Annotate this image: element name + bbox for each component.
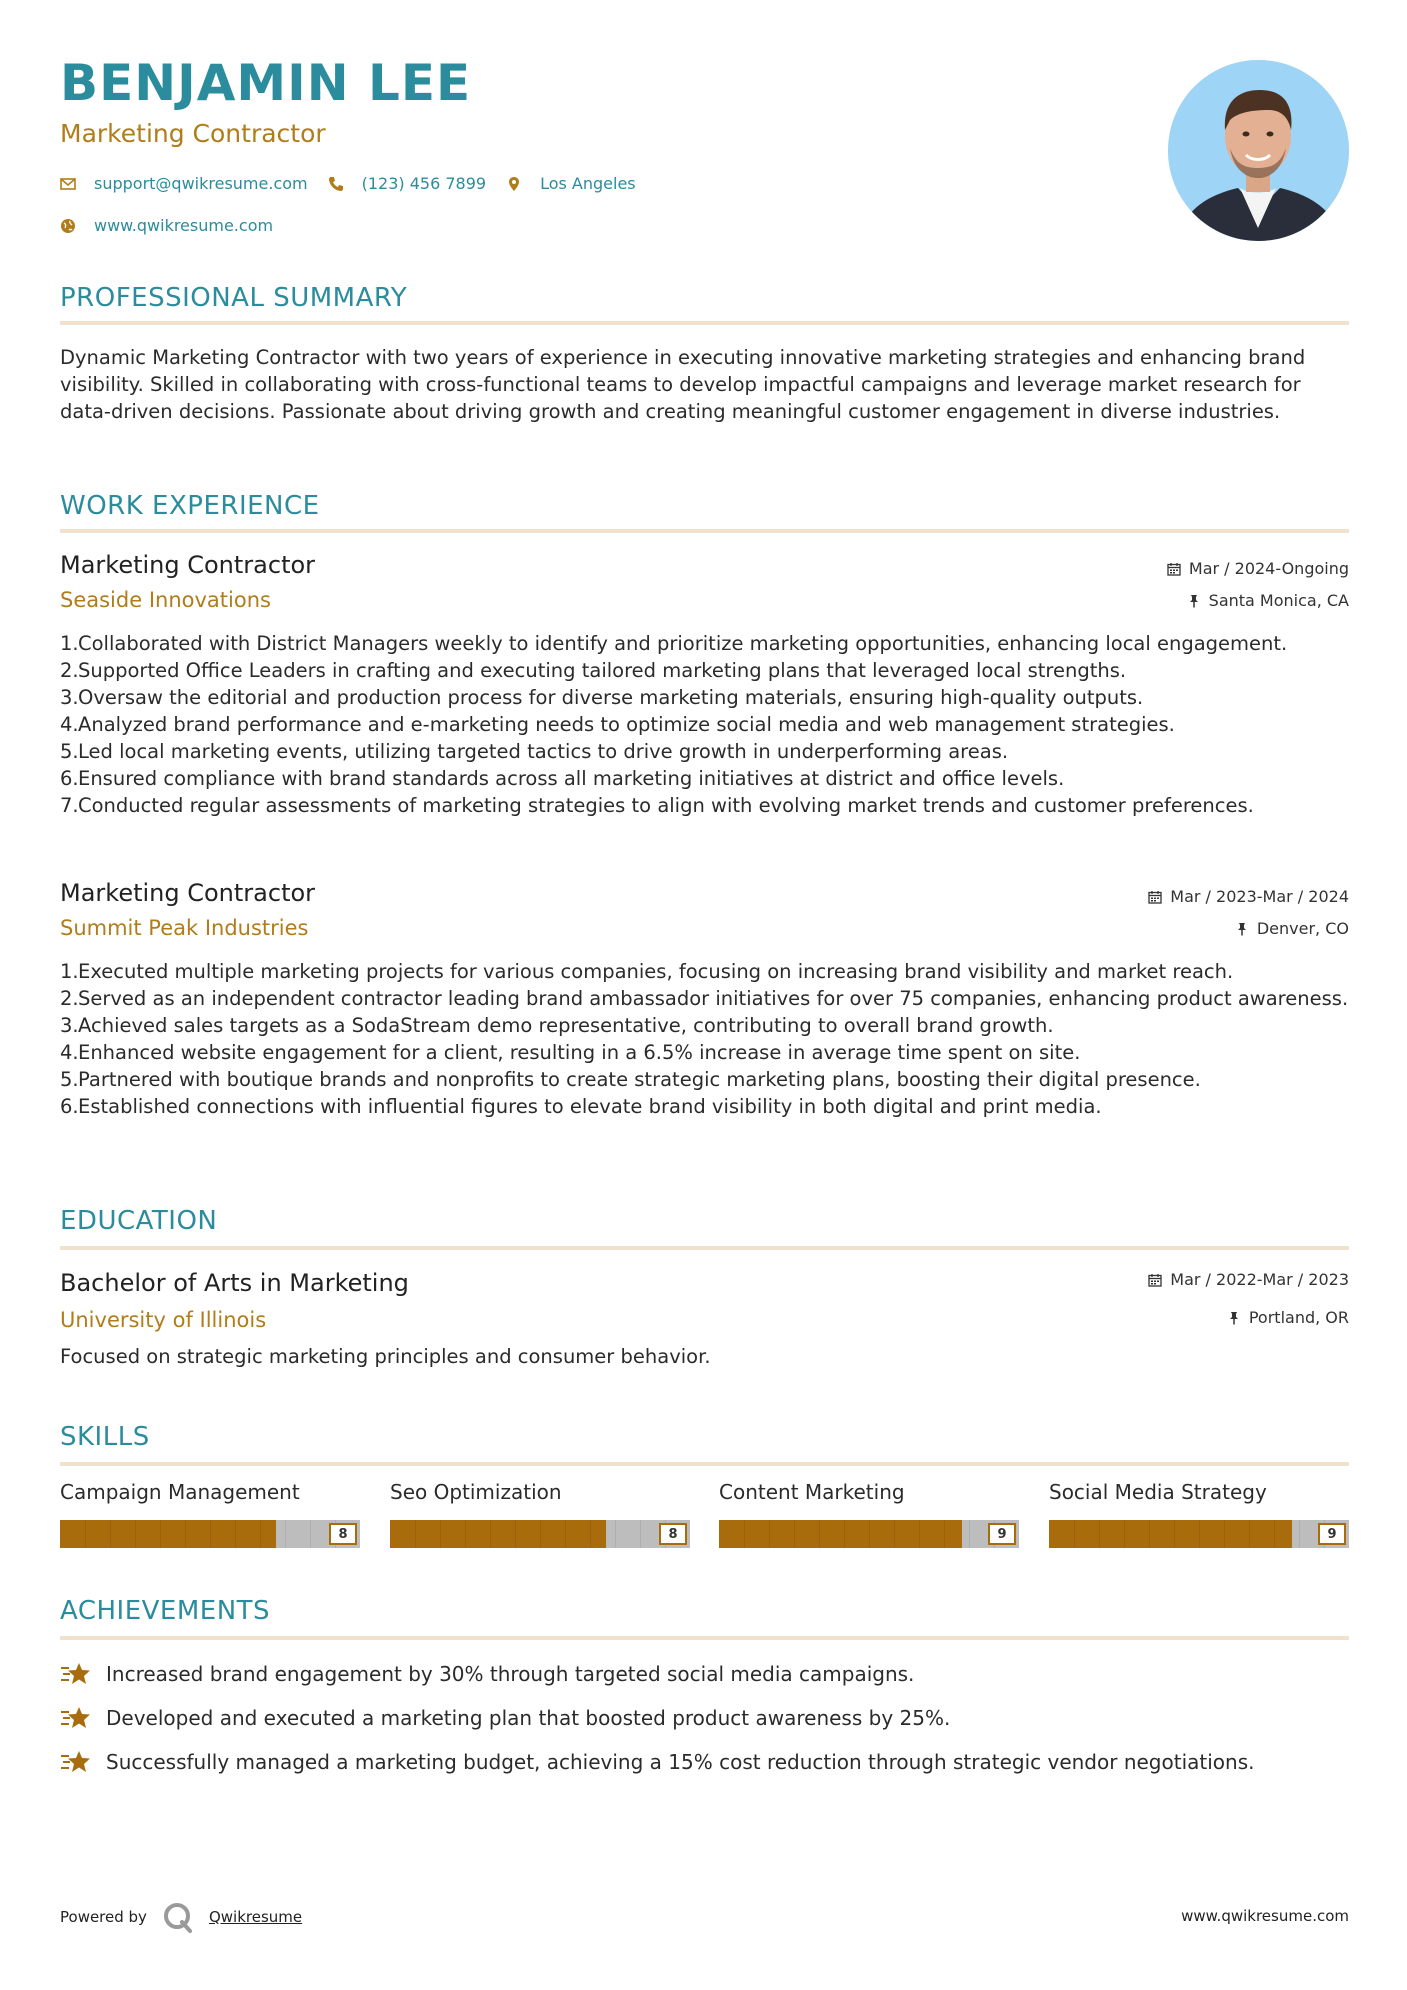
skill-bar-segment [565,1520,566,1548]
avatar-photo [1168,60,1349,241]
calendar-icon [1167,562,1181,576]
contact-email[interactable] [60,176,308,192]
list-item: 6. Ensured compliance with brand standards across all marketing initiatives at district and office levels. [60,767,1065,790]
skill-bar-segment [310,1520,311,1548]
skill-item [719,1482,1019,1548]
skill-bar-segment [894,1520,895,1548]
footer-powered-by [60,1900,302,1934]
job-location [1187,593,1349,609]
achievement-text: Successfully managed a marketing budget, achieving a 15% cost reduction through strategic vendor negotiations. [106,1750,1255,1774]
skill-bar-segment [235,1520,236,1548]
job-bullets [60,958,1360,1120]
list-item: 4. Analyzed brand performance and e-marketing needs to optimize social media and web management strategies. [60,713,1175,736]
list-item: 1. Executed multiple marketing projects for various companies, focusing on increasing brand visibility and market reach. [60,960,1234,983]
list-item: 7. Conducted regular assessments of marketing strategies to align with evolving market trends and customer preferences. [60,794,1254,817]
candidate-name: BENJAMIN LEE [60,54,472,112]
list-item: 6. Established connections with influential figures to elevate brand visibility in both digital and print media. [60,1095,1102,1118]
pushpin-icon [1187,594,1201,608]
location-pin-icon [506,176,522,192]
list-item: 5. Partnered with boutique brands and nonprofits to create strategic marketing plans, boosting their digital presence. [60,1068,1201,1091]
pushpin-icon [1227,1311,1241,1325]
skill-bar-segment [1174,1520,1175,1548]
job-dates [1148,889,1349,905]
achievement-item [60,1704,950,1732]
skill-name: Social Media Strategy [1049,1480,1267,1504]
summary-text: Dynamic Marketing Contractor with two years of experience in executing innovative marketing strategies and enhancing brand visibility. Skilled in collaborating with cross-functional teams to develop impactful campaigns and leverage market research for data-driven decisions. Passionate about driving growth and creating meaningful customer engagement in diverse industries. [60,346,1306,423]
education-location-text: Portland, OR [1248,1308,1349,1327]
skill-name: Seo Optimization [390,1480,562,1504]
location-text: Los Angeles [540,174,636,193]
list-item: 5. Led local marketing events, utilizing targeted tactics to drive growth in underperforming areas. [60,740,1009,763]
skill-bar-segment [1249,1520,1250,1548]
email-text: support@qwikresume.com [94,174,308,193]
education-description: Focused on strategic marketing principles and consumer behavior. [60,1345,711,1368]
skill-bar-segment [515,1520,516,1548]
skill-bar-segment [85,1520,86,1548]
skill-bar-segment [769,1520,770,1548]
job-title: Marketing Contractor [60,879,316,907]
qwikresume-link[interactable]: Qwikresume [208,1908,303,1926]
job-location [1235,921,1349,937]
powered-by-label: Powered by [60,1908,147,1926]
job-dates-text: Mar / 2024-Ongoing [1188,559,1349,578]
pushpin-icon [1235,922,1249,936]
section-title-skills: SKILLS [60,1422,150,1452]
skill-bar-segment [744,1520,745,1548]
list-item: 3. Oversaw the editorial and production process for diverse marketing materials, ensuring high-quality outputs. [60,686,1144,709]
skill-score: 8 [329,1523,357,1545]
calendar-icon [1148,1273,1162,1287]
skill-name: Campaign Management [60,1480,300,1504]
skill-bar-segment [844,1520,845,1548]
job-company: Seaside Innovations [60,588,271,612]
contact-phone[interactable] [328,176,486,192]
mail-icon [60,176,76,192]
star-achievement-icon [60,1704,92,1732]
globe-icon [60,218,76,234]
skill-bar-segment [490,1520,491,1548]
list-item: 1. Collaborated with District Managers weekly to identify and prioritize marketing opportunities, enhancing local engagement. [60,632,1288,655]
avatar [1168,60,1349,241]
qwikresume-logo [161,1900,195,1934]
skill-bar-segment [919,1520,920,1548]
education-degree: Bachelor of Arts in Marketing [60,1269,409,1297]
skill-bar-fill [60,1520,276,1548]
job-dates [1167,561,1349,577]
list-item: 2. Supported Office Leaders in crafting and executing tailored marketing plans that leveraged local strengths. [60,659,1127,682]
section-divider [60,1636,1349,1640]
contact-location [506,176,636,192]
job-bullets [60,630,1360,819]
skill-bar [719,1520,1019,1548]
skill-bar-fill [1049,1520,1292,1548]
list-item: 3. Achieved sales targets as a SodaStream demo representative, contributing to overall brand growth. [60,1014,1054,1037]
contact-row-website [60,218,293,234]
skill-bar-segment [1274,1520,1275,1548]
skill-bar-segment [540,1520,541,1548]
achievement-item [60,1660,914,1688]
section-title-education: EDUCATION [60,1206,218,1236]
skill-bar-segment [1149,1520,1150,1548]
calendar-icon [1148,890,1162,904]
section-divider [60,529,1349,533]
skill-bar-segment [590,1520,591,1548]
skill-bar-fill [719,1520,962,1548]
skill-bar-segment [465,1520,466,1548]
skill-bar-segment [819,1520,820,1548]
education-dates [1148,1272,1349,1288]
section-title-experience: WORK EXPERIENCE [60,491,320,521]
job-company: Summit Peak Industries [60,916,309,940]
skill-bar-segment [1124,1520,1125,1548]
candidate-role: Marketing Contractor [60,119,326,148]
skill-bar-segment [160,1520,161,1548]
skill-bar-segment [640,1520,641,1548]
skill-bar-fill [390,1520,606,1548]
skill-bar-segment [1099,1520,1100,1548]
website-text: www.qwikresume.com [94,216,274,235]
skill-score: 9 [988,1523,1016,1545]
skill-bar-segment [440,1520,441,1548]
section-title-summary: PROFESSIONAL SUMMARY [60,283,408,313]
skill-bar-segment [1299,1520,1300,1548]
education-school: University of Illinois [60,1308,267,1332]
skill-item [60,1482,360,1548]
section-divider [60,321,1349,325]
achievement-text: Increased brand engagement by 30% through targeted social media campaigns. [106,1662,915,1686]
skill-bar-segment [210,1520,211,1548]
education-location [1227,1310,1349,1326]
achievement-text: Developed and executed a marketing plan that boosted product awareness by 25%. [106,1706,951,1730]
star-achievement-icon [60,1660,92,1688]
skill-item [1049,1482,1349,1548]
job-dates-text: Mar / 2023-Mar / 2024 [1170,887,1349,906]
skill-bar [1049,1520,1349,1548]
skill-bar-segment [1199,1520,1200,1548]
star-achievement-icon [60,1748,92,1776]
skill-bar [60,1520,360,1548]
contact-website[interactable] [60,218,273,234]
section-title-achievements: ACHIEVEMENTS [60,1596,271,1626]
skill-score: 9 [1318,1523,1346,1545]
skill-score: 8 [659,1523,687,1545]
section-divider [60,1462,1349,1466]
skill-bar-segment [285,1520,286,1548]
skill-bar [390,1520,690,1548]
skill-bar-segment [415,1520,416,1548]
section-divider [60,1246,1349,1250]
skill-item [390,1482,690,1548]
skill-bar-segment [615,1520,616,1548]
achievement-item [60,1748,1254,1776]
skill-bar-segment [969,1520,970,1548]
skill-bar-segment [869,1520,870,1548]
skill-bar-segment [135,1520,136,1548]
contact-row [60,176,656,192]
skill-bar-segment [260,1520,261,1548]
footer-url[interactable]: www.qwikresume.com [1181,1907,1349,1925]
skill-bar-segment [794,1520,795,1548]
skill-name: Content Marketing [719,1480,905,1504]
phone-icon [328,176,344,192]
job-location-text: Santa Monica, CA [1208,591,1349,610]
job-location-text: Denver, CO [1256,919,1349,938]
education-dates-text: Mar / 2022-Mar / 2023 [1170,1270,1349,1289]
list-item: 2. Served as an independent contractor leading brand ambassador initiatives for over 75 companies, enhancing product awareness. [60,987,1349,1010]
skill-bar-segment [944,1520,945,1548]
skill-bar-segment [1074,1520,1075,1548]
job-title: Marketing Contractor [60,551,316,579]
skill-bar-segment [110,1520,111,1548]
skill-bar-segment [1224,1520,1225,1548]
skill-bar-segment [185,1520,186,1548]
phone-text: (123) 456 7899 [361,174,487,193]
list-item: 4. Enhanced website engagement for a client, resulting in a 6.5% increase in average time spent on site. [60,1041,1081,1064]
